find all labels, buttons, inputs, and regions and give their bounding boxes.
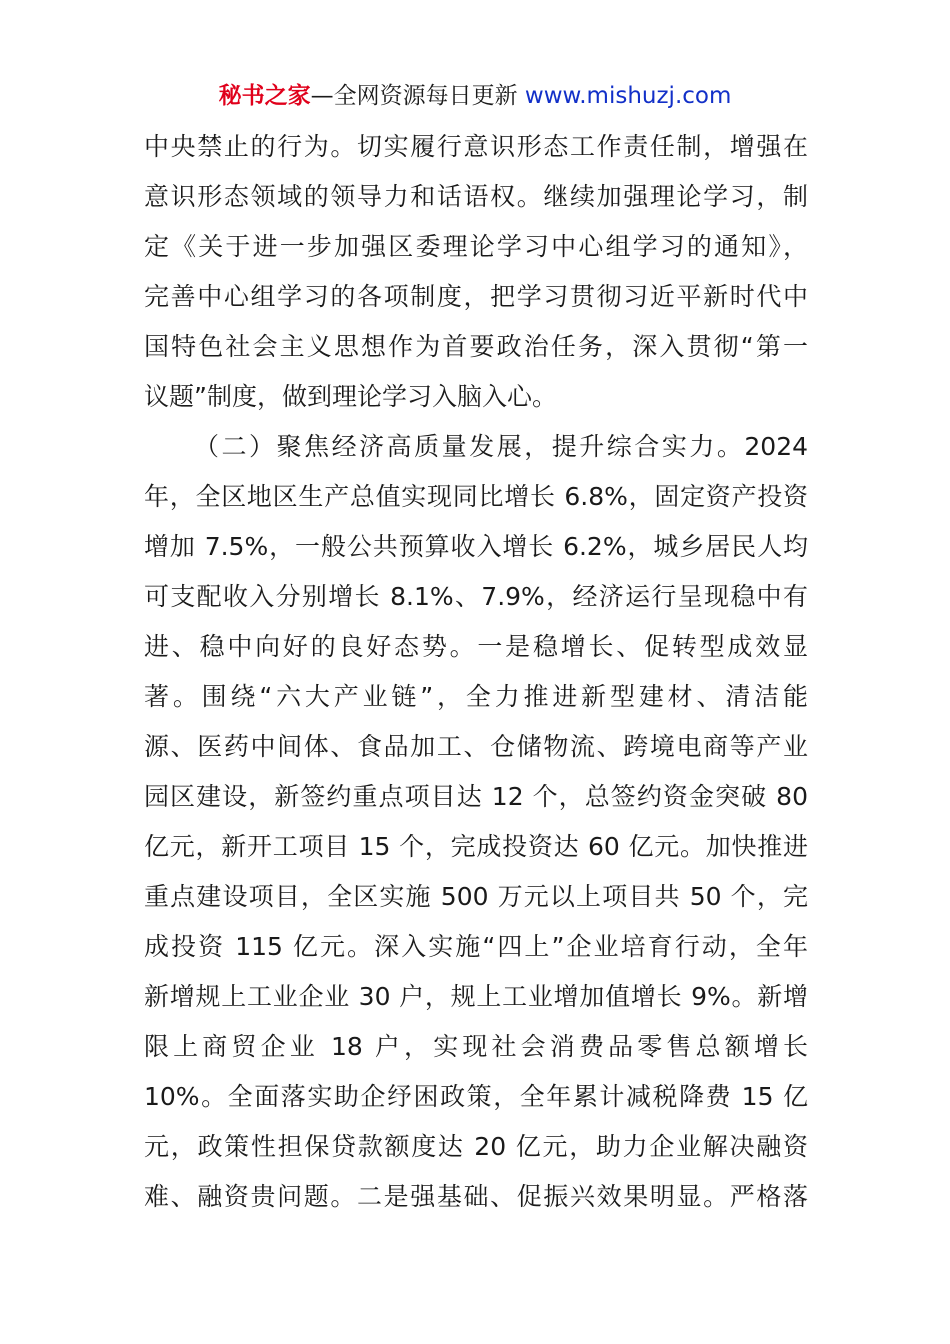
text-line: 元，政策性担保贷款额度达 20 亿元，助力企业解决融资	[144, 1132, 808, 1161]
text-line: 议题”制度，做到理论学习入脑入心。	[144, 382, 557, 411]
text-line: 进、稳中向好的良好态势。一是稳增长、促转型成效显	[144, 632, 808, 661]
text-line: 可支配收入分别增长 8.1%、7.9%，经济运行呈现稳中有	[144, 582, 808, 611]
section-heading-line: （二）聚焦经济高质量发展，提升综合实力。2024	[194, 432, 808, 461]
text-line: 国特色社会主义思想作为首要政治任务，深入贯彻“第一	[144, 332, 808, 361]
text-line: 重点建设项目，全区实施 500 万元以上项目共 50 个，完	[144, 882, 808, 911]
text-line: 难、融资贵问题。二是强基础、促振兴效果明显。严格落	[144, 1182, 808, 1211]
text-line: 中央禁止的行为。切实履行意识形态工作责任制，增强在	[144, 132, 808, 161]
text-line: 亿元，新开工项目 15 个，完成投资达 60 亿元。加快推进	[144, 832, 808, 861]
text-line: 增加 7.5%，一般公共预算收入增长 6.2%，城乡居民人均	[144, 532, 808, 561]
text-line: 10%。全面落实助企纾困政策，全年累计减税降费 15 亿	[144, 1082, 808, 1111]
text-line: 年，全区地区生产总值实现同比增长 6.8%，固定资产投资	[144, 482, 808, 511]
text-line: 成投资 115 亿元。深入实施“四上”企业培育行动，全年	[144, 932, 808, 961]
text-line: 著。围绕“六大产业链”，全力推进新型建材、清洁能	[144, 682, 808, 711]
header-tagline: —全网资源每日更新	[310, 83, 518, 109]
page-header	[0, 78, 950, 114]
text-line: 新增规上工业企业 30 户，规上工业增加值增长 9%。新增	[144, 982, 808, 1011]
text-line: 定《关于进一步加强区委理论学习中心组学习的通知》，	[144, 232, 808, 261]
document-body	[144, 122, 808, 1222]
site-url-link[interactable]: www.mishuzj.com	[524, 83, 732, 109]
text-line: 园区建设，新签约重点项目达 12 个，总签约资金突破 80	[144, 782, 808, 811]
text-line: 源、医药中间体、食品加工、仓储物流、跨境电商等产业	[144, 732, 808, 761]
text-line: 意识形态领域的领导力和话语权。继续加强理论学习，制	[144, 182, 808, 211]
text-line: 限上商贸企业 18 户，实现社会消费品零售总额增长	[144, 1032, 808, 1061]
brand-name: 秘书之家	[218, 83, 311, 109]
text-line: 完善中心组学习的各项制度，把学习贯彻习近平新时代中	[144, 282, 808, 311]
